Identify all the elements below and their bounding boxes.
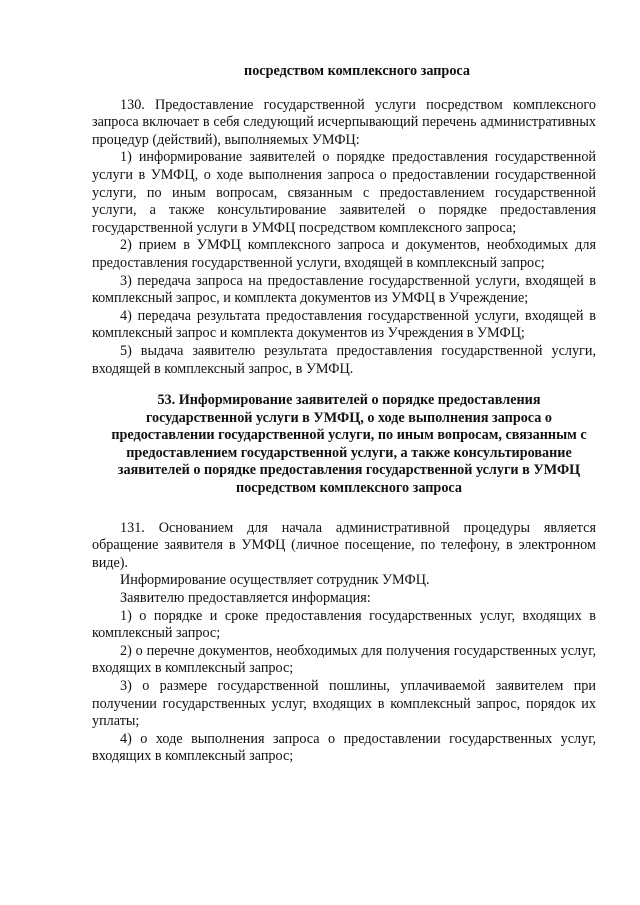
heading-continuation: посредством комплексного запроса <box>244 63 470 79</box>
list-item-2: 2) прием в УМФЦ комплексного запроса и документов, необходимых для предоставления государственной услуги, входящей в комплексный запрос; <box>92 237 596 271</box>
info-item-2: 2) о перечне документов, необходимых для получения государственных услуг, входящих в комплексный запрос; <box>92 642 596 677</box>
list-item-5: 5) выдача заявителю результата предоставления государственной услуги, входящей в комплексный запрос, в УМФЦ. <box>92 342 596 377</box>
list-item-3: 3) передача запроса на предоставление государственной услуги, входящей в комплексный запрос, и комплекта документов из УМФЦ в Учреждение; <box>92 272 596 307</box>
info-item-3: 3) о размере государственной пошлины, уплачиваемой заявителем при получении государственных услуг, входящих в комплексный запрос, порядок их уплаты; <box>92 678 596 730</box>
info-item-1: 1) о порядке и сроке предоставления государственных услуг, входящих в комплексный запрос; <box>92 607 596 642</box>
paragraph-informing: Информирование осуществляет сотрудник УМФЦ. <box>120 572 430 589</box>
paragraph-130: 130. Предоставление государственной услуги посредством комплексного запроса включает в себя следующий исчерпывающий перечень административных процедур (действий), выполняемых УМФЦ: <box>92 96 596 148</box>
list-item-4: 4) передача результата предоставления государственной услуги, входящей в комплексный запрос и комплекта документов из Учреждения в УМФЦ; <box>92 307 596 342</box>
paragraph-info-provided: Заявителю предоставляется информация: <box>120 590 371 607</box>
section-heading-53: 53. Информирование заявителей о порядке предоставления государственной услуги в УМФЦ, о ходе выполнения запроса о предоставлении государственной услуги, по иным вопросам, связанным с предоставлением государственной услуги, а также консультирование заявителей о порядке предоставления государственной услуги в УМФЦ посредством комплексного запроса <box>111 392 587 497</box>
paragraph-131: 131. Основанием для начала административной процедуры является обращение заявителя в УМФЦ (личное посещение, по телефону, в электронном виде). <box>92 519 596 571</box>
document-body <box>92 63 596 766</box>
list-item-1: 1) информирование заявителей о порядке предоставления государственной услуги в УМФЦ, о ходе выполнения запроса о предоставлении государственной услуги, по иным вопросам, связанным с предоставлением государственной услуги, а также консультирование заявителей о порядке предоставления государственной услуги в УМФЦ посредством комплексного запроса; <box>92 149 596 236</box>
info-item-4: 4) о ходе выполнения запроса о предоставлении государственных услуг, входящих в комплексный запрос; <box>92 730 596 765</box>
